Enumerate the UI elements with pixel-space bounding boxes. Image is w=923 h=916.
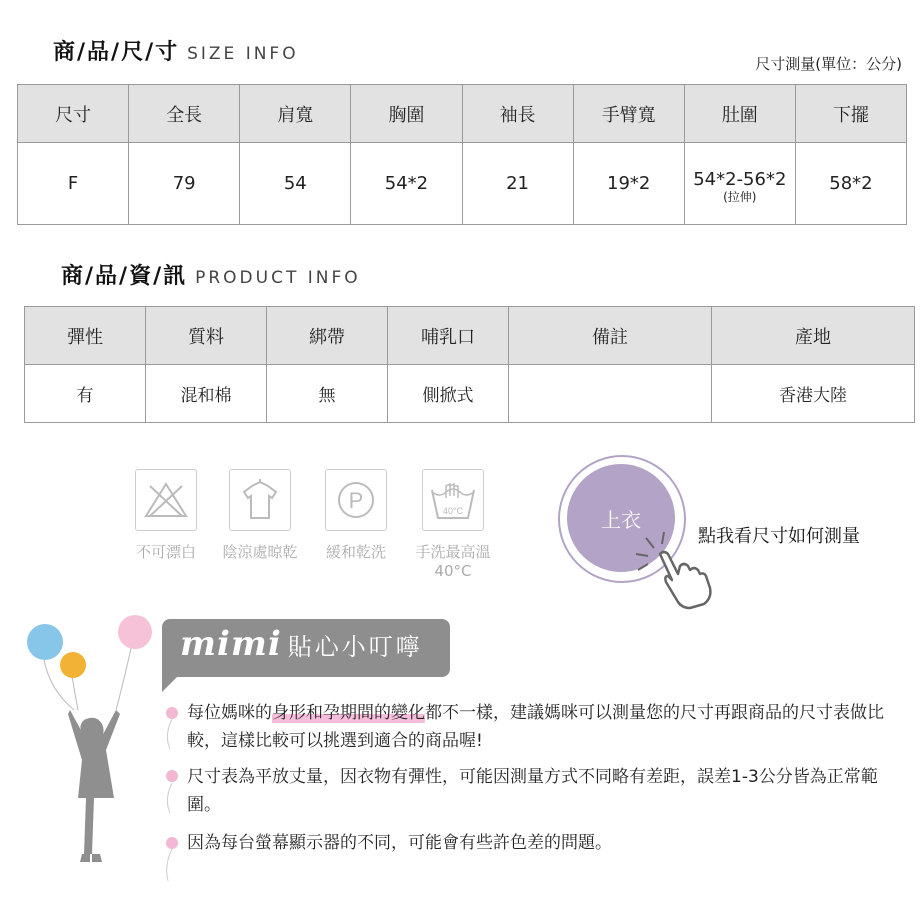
product-cell: 側掀式 <box>388 365 509 423</box>
pink-balloon <box>118 615 152 649</box>
tip-text: 每位媽咪的 <box>187 703 272 723</box>
size-title: 商/品/尺/寸 <box>53 40 180 65</box>
care-label: 陰涼處晾乾 <box>222 543 298 561</box>
waist-value: 54*2-56*2 <box>693 169 787 190</box>
size-header-row <box>18 85 907 143</box>
care-no-bleach <box>126 469 206 562</box>
unit-note: 尺寸測量(單位：公分) <box>755 55 902 73</box>
tip-text: 因為每台螢幕顯示器的不同，可能會有些許色差的問題。 <box>187 833 612 853</box>
product-header-cell: 質料 <box>146 307 267 365</box>
tip-item-1 <box>187 699 897 755</box>
product-header-cell: 備註 <box>509 307 712 365</box>
size-subtitle: SIZE INFO <box>187 44 299 64</box>
size-cell: 54 <box>240 143 351 225</box>
product-data-row <box>25 365 915 423</box>
product-cell <box>509 365 712 423</box>
measure-circle-label: 上衣 <box>601 507 641 532</box>
size-data-row <box>18 143 907 225</box>
size-header-cell: 袖長 <box>462 85 573 143</box>
product-header-cell: 彈性 <box>25 307 146 365</box>
product-subtitle: PRODUCT INFO <box>195 268 361 288</box>
size-cell: F <box>18 143 129 225</box>
tip-text: 尺寸表為平放丈量，因衣物有彈性，可能因測量方式不同略有差距，誤差1-3公分皆為正常範圍。 <box>187 767 878 815</box>
product-header-cell: 哺乳口 <box>388 307 509 365</box>
size-table <box>17 84 907 225</box>
size-header-cell: 下擺 <box>795 85 906 143</box>
care-label: 不可漂白 <box>135 543 196 561</box>
size-section-title <box>53 35 299 66</box>
care-handwash <box>408 469 498 580</box>
size-cell: 19*2 <box>573 143 684 225</box>
product-table <box>24 306 915 423</box>
size-cell: 79 <box>129 143 240 225</box>
product-cell: 有 <box>25 365 146 423</box>
tips-heading <box>180 624 423 664</box>
size-header-cell: 肩寬 <box>240 85 351 143</box>
size-header-cell: 尺寸 <box>18 85 129 143</box>
product-header-cell: 綁帶 <box>267 307 388 365</box>
handwash-temp: 40°C <box>442 506 464 516</box>
handwash-icon <box>422 469 484 531</box>
care-shade-dry <box>215 469 305 562</box>
tip-text: 都不一樣，建議媽咪可以測量您的尺寸再跟商品的尺寸表做比較，這樣比較可以挑選到適合的商品喔! <box>187 703 884 751</box>
girl-balloons-illustration <box>20 610 160 884</box>
care-sublabel: 40°C <box>434 562 472 580</box>
product-header-cell: 產地 <box>712 307 915 365</box>
size-header-cell: 手臂寬 <box>573 85 684 143</box>
waist-note: (拉伸) <box>723 190 757 204</box>
tips-title: 貼心小叮嚀 <box>287 633 423 661</box>
product-section-title <box>61 259 361 290</box>
product-cell: 混和棉 <box>146 365 267 423</box>
tips-brand: mimi <box>180 624 282 664</box>
size-header-cell: 全長 <box>129 85 240 143</box>
product-header-row <box>25 307 915 365</box>
shade-dry-icon <box>229 469 291 531</box>
tips-bubble-tail <box>162 670 184 692</box>
orange-balloon <box>60 652 86 678</box>
measure-link[interactable]: 點我看尺寸如何測量 <box>698 526 860 547</box>
tips-thread-decoration <box>160 715 180 885</box>
tip-highlight: 身形和孕期間的變化 <box>272 703 425 723</box>
tip-item-2 <box>187 763 897 819</box>
product-cell: 無 <box>267 365 388 423</box>
size-cell: 54*2 <box>351 143 462 225</box>
care-gentle-dryclean <box>316 469 396 562</box>
no-bleach-icon <box>135 469 197 531</box>
tip-item-3 <box>187 829 897 857</box>
care-label: 手洗最高溫 <box>415 543 491 561</box>
size-header-cell: 肚圍 <box>684 85 795 143</box>
blue-balloon <box>27 624 63 660</box>
care-label: 緩和乾洗 <box>325 543 386 561</box>
product-title: 商/品/資/訊 <box>61 264 188 289</box>
gentle-dryclean-icon <box>325 469 387 531</box>
size-header-cell: 胸圍 <box>351 85 462 143</box>
size-cell: 58*2 <box>795 143 906 225</box>
product-cell: 香港大陸 <box>712 365 915 423</box>
size-cell: 21 <box>462 143 573 225</box>
size-cell-waist <box>684 143 795 225</box>
svg-text:P: P <box>348 488 364 513</box>
